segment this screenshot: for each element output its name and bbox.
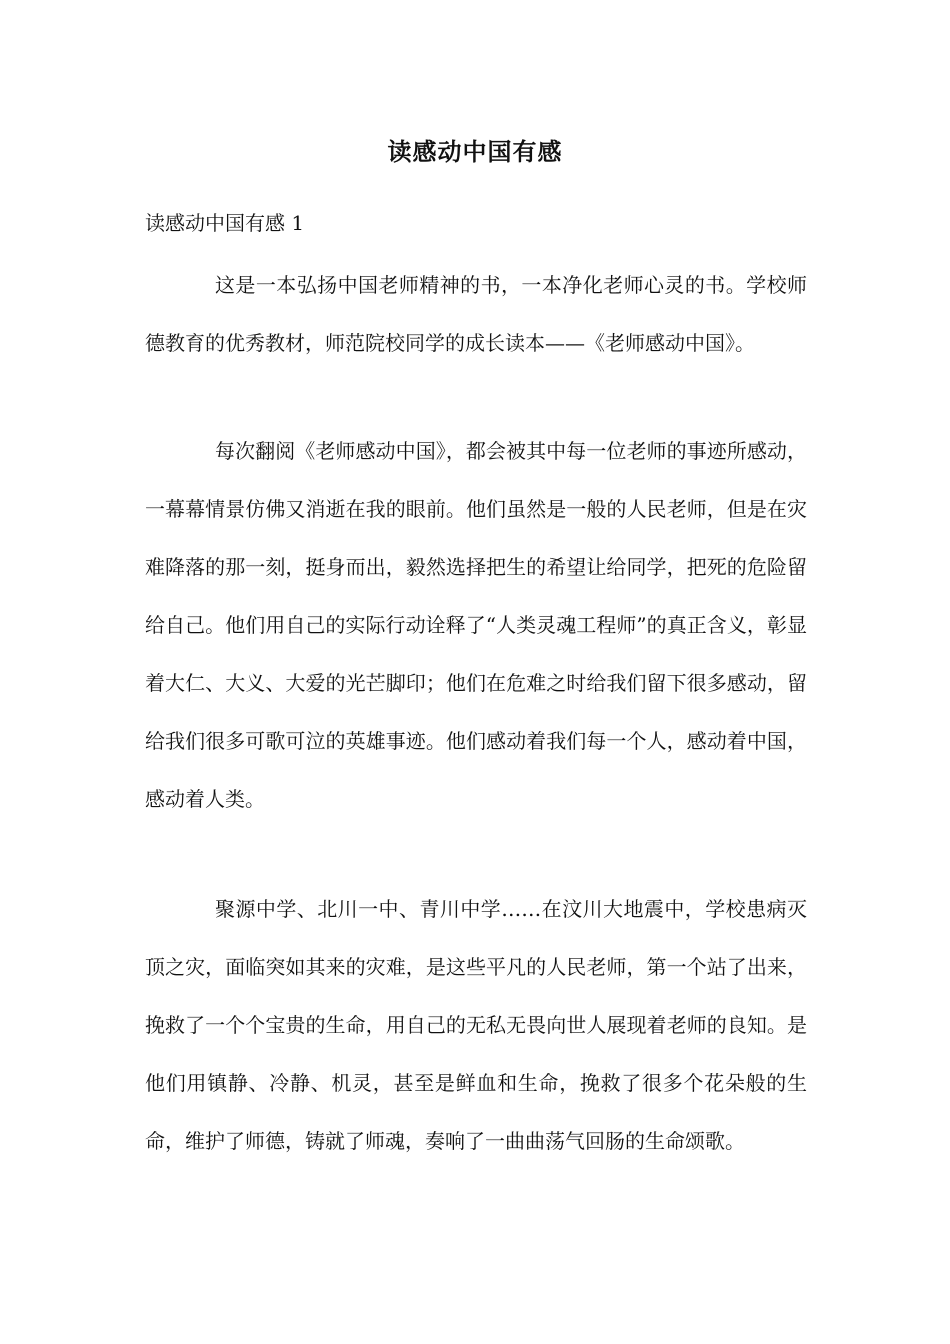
paragraph-3: 聚源中学、北川一中、青川中学……在汶川大地震中，学校患病灭顶之灾，面临突如其来的灾难，是这些平凡的人民老师，第一个站了出来，挽救了一个个宝贵的生命，用自己的无私无畏向世人展现着老师的良知。是他们用镇静、冷静、机灵，甚至是鲜血和生命，挽救了很多个花朵般的生命，维护了师德，铸就了师魂，奏响了一曲曲荡气回肠的生命颂歌。: [145, 897, 807, 1153]
paragraph-2: 每次翻阅《老师感动中国》，都会被其中每一位老师的事迹所感动，一幕幕情景仿佛又消逝在我的眼前。他们虽然是一般的人民老师，但是在灾难降落的那一刻，挺身而出，毅然选择把生的希望让给同学，把死的危险留给自己。他们用自己的实际行动诠释了“人类灵魂工程师”的真正含义，彰显着大仁、大义、大爱的光芒脚印；他们在危难之时给我们留下很多感动，留给我们很多可歌可泣的英雄事迹。他们感动着我们每一个人，感动着中国，感动着人类。: [145, 439, 807, 811]
document-title: 读感动中国有感: [387, 137, 563, 166]
section-heading: 读感动中国有感 1: [145, 211, 305, 235]
paragraph-1: 这是一本弘扬中国老师精神的书，一本净化老师心灵的书。学校师德教育的优秀教材，师范院校同学的成长读本——《老师感动中国》。: [145, 273, 807, 355]
